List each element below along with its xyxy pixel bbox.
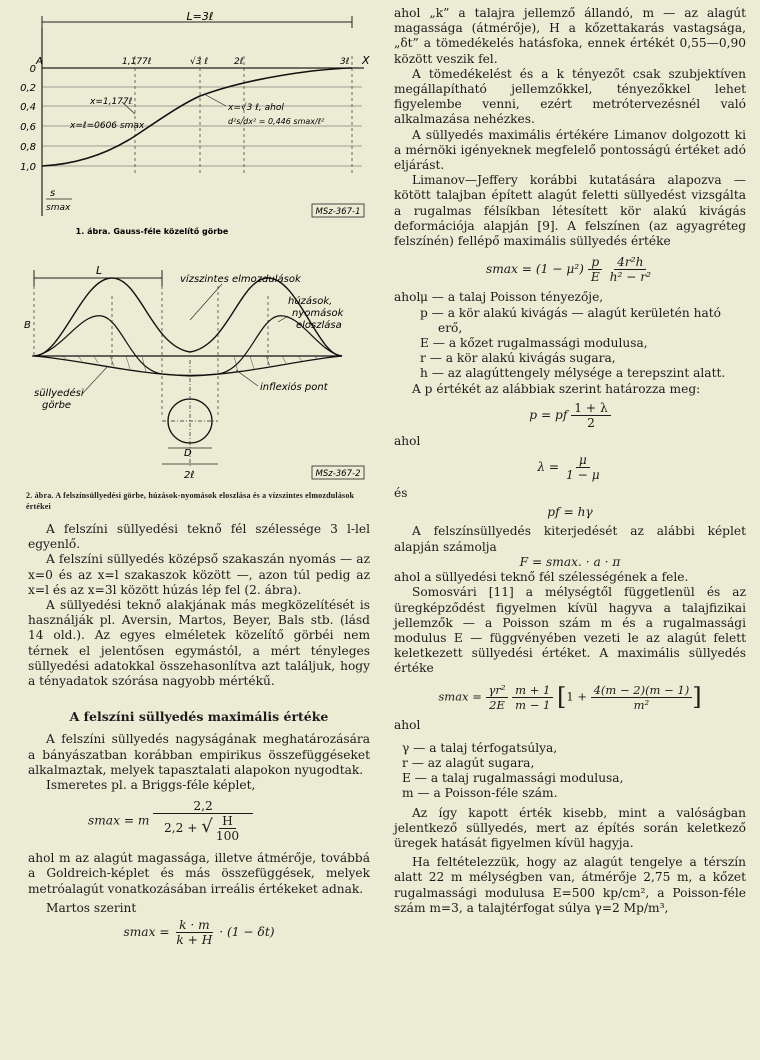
martos-den: k + H [176, 933, 213, 948]
left-p3: A süllyedési teknő alakjának más megközelítését is használják pl. Aversin, Martos, Beyer, Bals stb. (lásd 14 old.). Az egyes elméletek közelítő görbéi nem térnek el jelentősen egymástól, a mért tényleges süllyedési adatokkal összehasonlítva azt találjuk, hogy a tényadatok szórása nagyobb mértékű. [28, 598, 370, 689]
briggs-sqrt-frac [213, 814, 242, 843]
fig2-horizontal-label: vízszintes elmozdulások [180, 274, 301, 285]
list2-item: m — a Poisson-féle szám. [402, 786, 558, 801]
right-p4: Limanov—Jeffery korábbi kutatására alapozva — kötött talajban épített alagút feletti süllyedést vizsgálta a rugalmas félsíkban létesített kör alakú kivágás deformációja alapján [9]. A felszínen (az agyagréteg felszínén) fellépő maximális süllyedés értéke [394, 173, 746, 249]
right-where-3: ahol [394, 717, 421, 732]
fig1-caption: 1. ábra. Gauss-féle közelítő görbe [75, 227, 229, 236]
f2-num: 1 + λ [571, 401, 610, 416]
briggs-fraction [153, 799, 252, 843]
fig2-D-label: D [184, 448, 192, 459]
left-p4: A felszíni süllyedés nagyságának meghatározására a bányászatban korábban empirikus összefüggéseket alkalmaztak, melyek tapasztalati alapokon nyugodtak. [28, 732, 370, 777]
fig1-annotation-3: x=√3 ℓ, ahol [228, 103, 284, 113]
martos-tail: · (1 − δt) [219, 925, 275, 940]
F-formula: F = smax. · a · π [519, 554, 621, 569]
list2-item: r — az alagút sugara, [402, 755, 535, 770]
briggs-100: 100 [215, 829, 240, 844]
f1-d1: E [590, 270, 600, 285]
fig1-ytick-3: 0,6 [20, 122, 36, 133]
fig1-ytick-5: 1,0 [20, 162, 36, 173]
briggs-formula [88, 799, 370, 843]
figure-2-subsidence-curve [22, 256, 370, 506]
fig2-code: MSz-367-2 [315, 469, 361, 479]
right-p1: ahol „k” a talajra jellemző állandó, m — az alagút magassága (átmérője), H a kőzettakarás vastagsága, „δt” a tömedékelés hatásfoka, ennek értékét 0,55—0,90 között veszik fel. [394, 6, 746, 66]
right-column [394, 6, 746, 916]
f6-d3: m² [633, 697, 650, 712]
right-p9: Az így kapott érték kisebb, mint a valóságban jelentkező süllyedés, mert az építés során keletkező üregek hatását figyelmen kívül hagyja. [394, 805, 746, 850]
list1-item: μ — a talaj Poisson tényezője, [420, 290, 604, 305]
fig2-inflection-label: inflexiós pont [260, 382, 328, 393]
fig2-subsidence-label-1: süllyedési [34, 388, 84, 399]
f6-n2: m + 1 [512, 683, 553, 698]
list1-item: E — a kőzet rugalmassági modulusa, [420, 336, 648, 351]
left-column [28, 522, 370, 947]
fig1-xtick-1: 1,177ℓ [122, 57, 152, 67]
fig1-xtick-3: 2ℓ [234, 57, 244, 67]
right-p6: A felszínsüllyedés kiterjedését az alábbi képlet alapján számolja [394, 524, 746, 554]
fig1-ytick-2: 0,4 [20, 102, 36, 113]
fig2-L-label: L [96, 264, 103, 277]
right-es: és [394, 486, 408, 501]
fig2-subsidence-label-2: görbe [42, 400, 72, 411]
fig1-annotation-4: d²s/dx² = 0,446 smax/ℓ² [228, 117, 325, 126]
list1-item: p — a kör alakú kivágás — alagút kerületén ható erő, [420, 305, 721, 335]
fig2-2l-label: 2ℓ [184, 470, 195, 481]
martos-lhs: smax = [123, 925, 170, 940]
f1-d2: h² − r² [609, 270, 652, 285]
martos-fraction [173, 918, 215, 947]
limanov-formula [394, 255, 746, 284]
p-formula [394, 401, 746, 430]
left-p5: Ismeretes pl. a Briggs-féle képlet, [46, 778, 256, 793]
section-heading: A felszíni süllyedés maximális értéke [69, 709, 329, 725]
fig1-annotation-1: x=1,177ℓ [90, 97, 133, 107]
right-p10: Ha feltételezzük, hogy az alagút tengelye a térszín alatt 22 m mélységben van, átmérője 2,75 m, a kőzet rugalmassági modulusa E=500 kp/cm², a Poisson-féle szám m=3, a talajtérfogat súlya γ=2 Mp/m³, [394, 855, 746, 915]
fig1-ylabel-top: s [50, 188, 56, 199]
f6-lhs: smax = [438, 689, 482, 704]
somosvari-formula: smax = $\frac{\text{γr²}}{2E}$ $\frac{m + 1}{m - 1}$ [1 + $\frac{4(m - 2)(m - 1)}{\text{m²}}$ ] [438, 682, 702, 712]
lambda-formula [394, 453, 746, 482]
fig2-pull-label-2: nyomások [292, 308, 344, 319]
f6-n1: γr² [486, 683, 509, 698]
fig2-B-label: B [24, 320, 31, 331]
right-p7: ahol a süllyedési teknő fél szélességének a fele. [394, 570, 689, 585]
right-p8: Somosvári [11] a mélységtől függetlenül és az üregképződést figyelmen kívül hagyva a talajfizikai jellemzők — a Poisson szám m és a rugalmassági modulus E — függvényében vezeti le az alagút felett keletkezett süllyedési értéket. A maximális süllyedés értéke [394, 585, 746, 676]
f3-num: μ [576, 453, 590, 468]
fig1-x-axis-label: X [362, 54, 370, 67]
f6-frac2 [512, 683, 553, 712]
variable-list-2 [394, 741, 746, 802]
f2-den: 2 [587, 415, 595, 430]
f1-n1: p [588, 255, 602, 270]
briggs-num: 2,2 [153, 799, 252, 814]
right-where-2: ahol [394, 433, 421, 448]
fig1-ytick-1: 0,2 [20, 83, 36, 94]
f6-frac1 [486, 683, 509, 712]
pf-formula: pf = hγ [547, 505, 593, 520]
briggs-den: 2,2 + √ $\frac{H}{100}$ [161, 814, 245, 843]
left-p7: Martos szerint [46, 900, 137, 915]
f6-bracket: 1 + [566, 689, 587, 704]
fig1-xtick-2: √3 ℓ [190, 57, 209, 67]
right-p5: A p értékét az alábbiak szerint határozza meg: [412, 381, 701, 396]
variable-list-1 [394, 290, 746, 381]
fig1-ylabel-bot: smax [46, 203, 71, 213]
fig2-caption: 2. ábra. A felszínsüllyedési görbe, húzások-nyomások eloszlása és a vízszintes elmozdulások értékei [26, 491, 355, 511]
figure-1-gauss-curve [22, 6, 370, 238]
fig1-origin: A [36, 56, 43, 67]
briggs-lhs: smax = m [88, 813, 150, 828]
f2-frac [571, 401, 610, 430]
list1-item: r — a kör alakú kivágás sugara, [420, 351, 616, 366]
f6-frac3 [591, 683, 693, 712]
fig1-xtick-4: 3ℓ [340, 57, 350, 67]
fig2-pull-label-3: eloszlása [296, 320, 342, 331]
f6-d2: m − 1 [515, 697, 551, 712]
fig1-annotation-2: x=ℓ=0606 smax [70, 121, 145, 131]
list2-item: γ — a talaj térfogatsúlya, [402, 740, 558, 755]
fig1-code: MSz-367-1 [315, 207, 361, 217]
left-p1: A felszíni süllyedési teknő fél szélessége 3 l-lel egyenlő. [28, 522, 370, 552]
f3-den: 1 − μ [566, 468, 600, 483]
briggs-den-a: 2,2 + [163, 821, 198, 836]
f3-frac [563, 453, 603, 482]
right-p3: A süllyedés maximális értékére Limanov dolgozott ki a mérnöki igényeknek megfelelő pontosságú értéket adó eljárást. [394, 127, 746, 173]
list1-item: h — az alagúttengely mélysége a terepszint alatt. [420, 366, 726, 381]
f1-lhs: smax = (1 − μ²) [485, 262, 584, 277]
fig1-ytick-0: 0 [29, 64, 36, 75]
briggs-H: H [219, 814, 236, 829]
f6-d1: 2E [489, 697, 505, 712]
fig1-ytick-4: 0,8 [20, 142, 36, 153]
martos-formula [28, 918, 370, 947]
f1-n2: 4r²h [614, 255, 646, 270]
martos-num: k · m [176, 918, 213, 933]
f1-frac2 [607, 255, 654, 284]
right-p2: A tömedékelést és a k tényezőt csak szubjektíven megállapítható jellemzőkkel, tényezőkkel lehet figyelembe venni, ezért metrótervezésnél való alkalmazása nehézkes. [394, 66, 746, 127]
fig2-pull-label-1: húzások, [288, 296, 333, 307]
list2-item: E — a talaj rugalmassági modulusa, [402, 771, 624, 786]
right-where-1: ahol [394, 290, 421, 305]
left-p2: A felszíni süllyedés középső szakaszán nyomás — az x=0 és az x=l szakaszok között —, azon túl pedig az x=l és az x=3l között húzás lép fel (2. ábra). [28, 552, 370, 597]
fig1-top-label: L=3ℓ [186, 10, 214, 23]
left-p6: ahol m az alagút magassága, illetve átmérője, továbbá a Goldreich-képlet és más összefüggések, melyek metróalagút vonatkozásában irreális értékeket adnak. [28, 851, 370, 896]
f6-n3: 4(m − 2)(m − 1) [591, 683, 693, 698]
f3-lhs: λ = [537, 460, 560, 475]
f2-lhs: p = pf [529, 407, 568, 422]
f1-frac1 [588, 255, 603, 284]
